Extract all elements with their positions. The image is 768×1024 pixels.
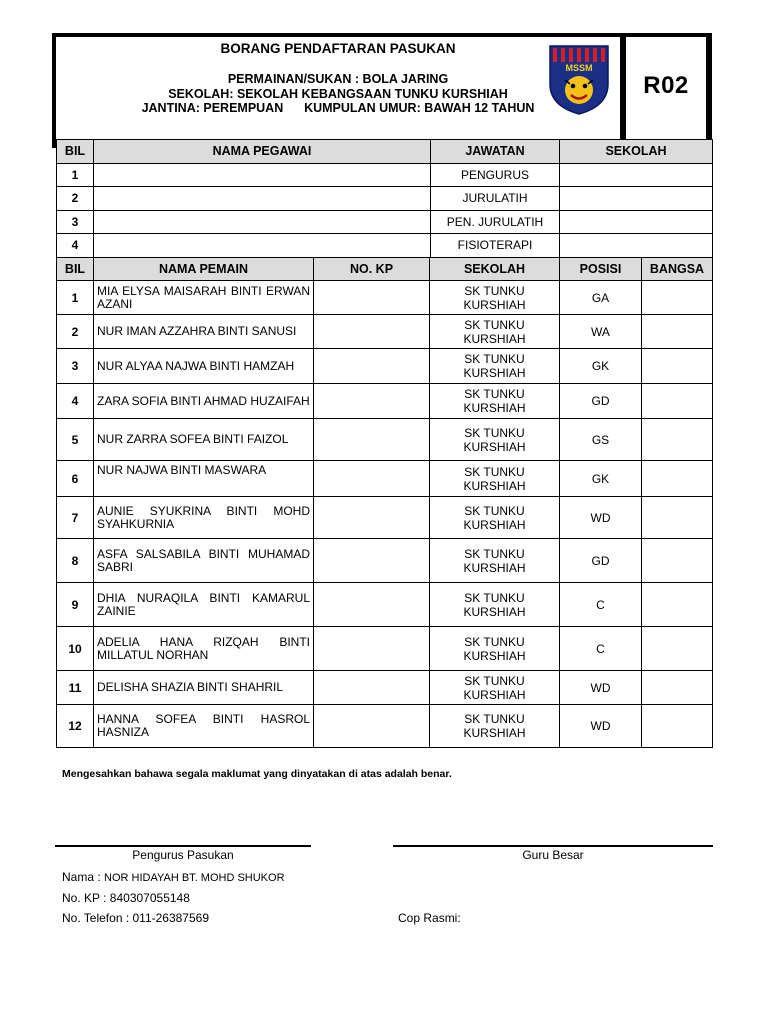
- col-bil: BIL: [57, 258, 94, 281]
- kp-cell[interactable]: [314, 419, 430, 461]
- sekolah-cell: SK TUNKU KURSHIAH: [430, 705, 560, 748]
- sekolah-cell[interactable]: [560, 187, 713, 211]
- nama-label: Nama :: [62, 870, 105, 884]
- bil-cell: 3: [57, 210, 94, 234]
- nama-value: NOR HIDAYAH BT. MOHD SHUKOR: [104, 872, 285, 884]
- table-row: [57, 234, 713, 258]
- posisi-cell: GA: [560, 281, 642, 315]
- col-no-kp: NO. KP: [314, 258, 430, 281]
- nama-cell: HANNA SOFEA BINTI HASROL HASNIZA: [94, 705, 314, 748]
- posisi-cell: WA: [560, 315, 642, 349]
- sekolah-cell: SK TUNKU KURSHIAH: [430, 539, 560, 583]
- mssm-logo: [548, 44, 610, 116]
- sekolah-cell: SK TUNKU KURSHIAH: [430, 281, 560, 315]
- bangsa-cell[interactable]: [642, 497, 713, 539]
- table-row: [57, 539, 713, 583]
- sekolah-cell: SK TUNKU KURSHIAH: [430, 349, 560, 384]
- manager-name-row: [62, 870, 285, 884]
- sekolah-cell[interactable]: [560, 163, 713, 187]
- officials-table: [56, 139, 713, 258]
- kp-cell[interactable]: [314, 671, 430, 705]
- col-sekolah: SEKOLAH: [560, 140, 713, 164]
- posisi-cell: GK: [560, 349, 642, 384]
- bil-cell: 3: [57, 349, 94, 384]
- table-row: [57, 671, 713, 705]
- bil-cell: 11: [57, 671, 94, 705]
- bangsa-cell[interactable]: [642, 419, 713, 461]
- kp-cell[interactable]: [314, 281, 430, 315]
- nama-cell: NUR NAJWA BINTI MASWARA: [94, 461, 314, 497]
- bangsa-cell[interactable]: [642, 583, 713, 627]
- bil-cell: 6: [57, 461, 94, 497]
- bil-cell: 2: [57, 315, 94, 349]
- bangsa-cell[interactable]: [642, 349, 713, 384]
- posisi-cell: C: [560, 583, 642, 627]
- col-posisi: POSISI: [560, 258, 642, 281]
- left-signatory-label: Pengurus Pasukan: [132, 848, 234, 862]
- official-stamp-label: Cop Rasmi:: [398, 911, 461, 925]
- table-row: [57, 627, 713, 671]
- posisi-cell: C: [560, 627, 642, 671]
- table-row: [57, 349, 713, 384]
- nama-cell[interactable]: [94, 210, 431, 234]
- table-row: [57, 315, 713, 349]
- bil-cell: 8: [57, 539, 94, 583]
- nama-cell: DHIA NURAQILA BINTI KAMARUL ZAINIE: [94, 583, 314, 627]
- kp-cell[interactable]: [314, 705, 430, 748]
- posisi-cell: WD: [560, 497, 642, 539]
- bil-cell: 7: [57, 497, 94, 539]
- sekolah-cell[interactable]: [560, 234, 713, 258]
- age-group-text: KUMPULAN UMUR: BAWAH 12 TAHUN: [304, 101, 535, 115]
- table-row: [57, 384, 713, 419]
- officials-header-row: [57, 140, 713, 164]
- confirmation-statement: Mengesahkan bahawa segala maklumat yang dinyatakan di atas adalah benar.: [62, 768, 452, 780]
- table-row: [57, 210, 713, 234]
- jawatan-cell: PENGURUS: [431, 163, 560, 187]
- sekolah-cell: SK TUNKU KURSHIAH: [430, 384, 560, 419]
- nama-cell: DELISHA SHAZIA BINTI SHAHRIL: [94, 671, 314, 705]
- sekolah-cell: SK TUNKU KURSHIAH: [430, 627, 560, 671]
- manager-phone: No. Telefon : 011-26387569: [62, 911, 210, 925]
- kp-cell[interactable]: [314, 461, 430, 497]
- bangsa-cell[interactable]: [642, 384, 713, 419]
- bil-cell: 12: [57, 705, 94, 748]
- nama-cell[interactable]: [94, 234, 431, 258]
- left-signature-line: [55, 845, 311, 847]
- jawatan-cell: PEN. JURULATIH: [431, 210, 560, 234]
- bangsa-cell[interactable]: [642, 315, 713, 349]
- table-row: [57, 705, 713, 748]
- bil-cell: 10: [57, 627, 94, 671]
- table-row: [57, 461, 713, 497]
- nama-cell: NUR ZARRA SOFEA BINTI FAIZOL: [94, 419, 314, 461]
- bangsa-cell[interactable]: [642, 705, 713, 748]
- bil-cell: 5: [57, 419, 94, 461]
- nama-cell: ASFA SALSABILA BINTI MUHAMAD SABRI: [94, 539, 314, 583]
- bangsa-cell[interactable]: [642, 281, 713, 315]
- posisi-cell: GD: [560, 384, 642, 419]
- kp-cell[interactable]: [314, 539, 430, 583]
- posisi-cell: GS: [560, 419, 642, 461]
- bil-cell: 1: [57, 281, 94, 315]
- posisi-cell: WD: [560, 671, 642, 705]
- bil-cell: 2: [57, 187, 94, 211]
- kp-cell[interactable]: [314, 315, 430, 349]
- sekolah-cell: SK TUNKU KURSHIAH: [430, 497, 560, 539]
- table-row: [57, 497, 713, 539]
- table-row: [57, 583, 713, 627]
- sekolah-cell: SK TUNKU KURSHIAH: [430, 461, 560, 497]
- posisi-cell: WD: [560, 705, 642, 748]
- kp-cell[interactable]: [314, 627, 430, 671]
- sekolah-cell: SK TUNKU KURSHIAH: [430, 419, 560, 461]
- players-header-row: [57, 258, 713, 281]
- table-row: [57, 163, 713, 187]
- kp-cell[interactable]: [314, 497, 430, 539]
- nama-cell: MIA ELYSA MAISARAH BINTI ERWAN AZANI: [94, 281, 314, 315]
- nama-cell: NUR ALYAA NAJWA BINTI HAMZAH: [94, 349, 314, 384]
- school-line: SEKOLAH: SEKOLAH KEBANGSAAN TUNKU KURSHIAH: [168, 87, 508, 101]
- gender-text: JANTINA: PEREMPUAN: [141, 101, 284, 115]
- logo-text: MSSM: [565, 63, 593, 73]
- bangsa-cell[interactable]: [642, 671, 713, 705]
- bil-cell: 4: [57, 234, 94, 258]
- col-bil: BIL: [57, 140, 94, 164]
- sekolah-cell[interactable]: [560, 210, 713, 234]
- nama-cell: AUNIE SYUKRINA BINTI MOHD SYAHKURNIA: [94, 497, 314, 539]
- bil-cell: 9: [57, 583, 94, 627]
- manager-kp: No. KP : 840307055148: [62, 891, 190, 905]
- nama-cell[interactable]: [94, 163, 431, 187]
- sekolah-cell: SK TUNKU KURSHIAH: [430, 583, 560, 627]
- players-table: [56, 257, 713, 748]
- form-code: R02: [643, 72, 689, 99]
- col-nama-pemain: NAMA PEMAIN: [94, 258, 314, 281]
- bil-cell: 4: [57, 384, 94, 419]
- nama-cell: NUR IMAN AZZAHRA BINTI SANUSI: [94, 315, 314, 349]
- nama-cell: ZARA SOFIA BINTI AHMAD HUZAIFAH: [94, 384, 314, 419]
- table-row: [57, 281, 713, 315]
- kp-cell[interactable]: [314, 384, 430, 419]
- table-row: [57, 187, 713, 211]
- posisi-cell: GK: [560, 461, 642, 497]
- col-jawatan: JAWATAN: [431, 140, 560, 164]
- bangsa-cell[interactable]: [642, 627, 713, 671]
- col-bangsa: BANGSA: [642, 258, 713, 281]
- bangsa-cell[interactable]: [642, 539, 713, 583]
- sekolah-cell: SK TUNKU KURSHIAH: [430, 315, 560, 349]
- nama-cell: ADELIA HANA RIZQAH BINTI MILLATUL NORHAN: [94, 627, 314, 671]
- nama-cell[interactable]: [94, 187, 431, 211]
- jawatan-cell: FISIOTERAPI: [431, 234, 560, 258]
- posisi-cell: GD: [560, 539, 642, 583]
- bangsa-cell[interactable]: [642, 461, 713, 497]
- jawatan-cell: JURULATIH: [431, 187, 560, 211]
- form-title: BORANG PENDAFTARAN PASUKAN: [220, 41, 456, 56]
- sekolah-cell: SK TUNKU KURSHIAH: [430, 671, 560, 705]
- col-nama-pegawai: NAMA PEGAWAI: [94, 140, 431, 164]
- bil-cell: 1: [57, 163, 94, 187]
- right-signature-line: [393, 845, 713, 847]
- col-sekolah: SEKOLAH: [430, 258, 560, 281]
- kp-cell[interactable]: [314, 583, 430, 627]
- gender-age-line: [56, 101, 620, 115]
- table-row: [57, 419, 713, 461]
- game-line: PERMAINAN/SUKAN : BOLA JARING: [227, 72, 449, 86]
- kp-cell[interactable]: [314, 349, 430, 384]
- right-signatory-label: Guru Besar: [522, 848, 584, 862]
